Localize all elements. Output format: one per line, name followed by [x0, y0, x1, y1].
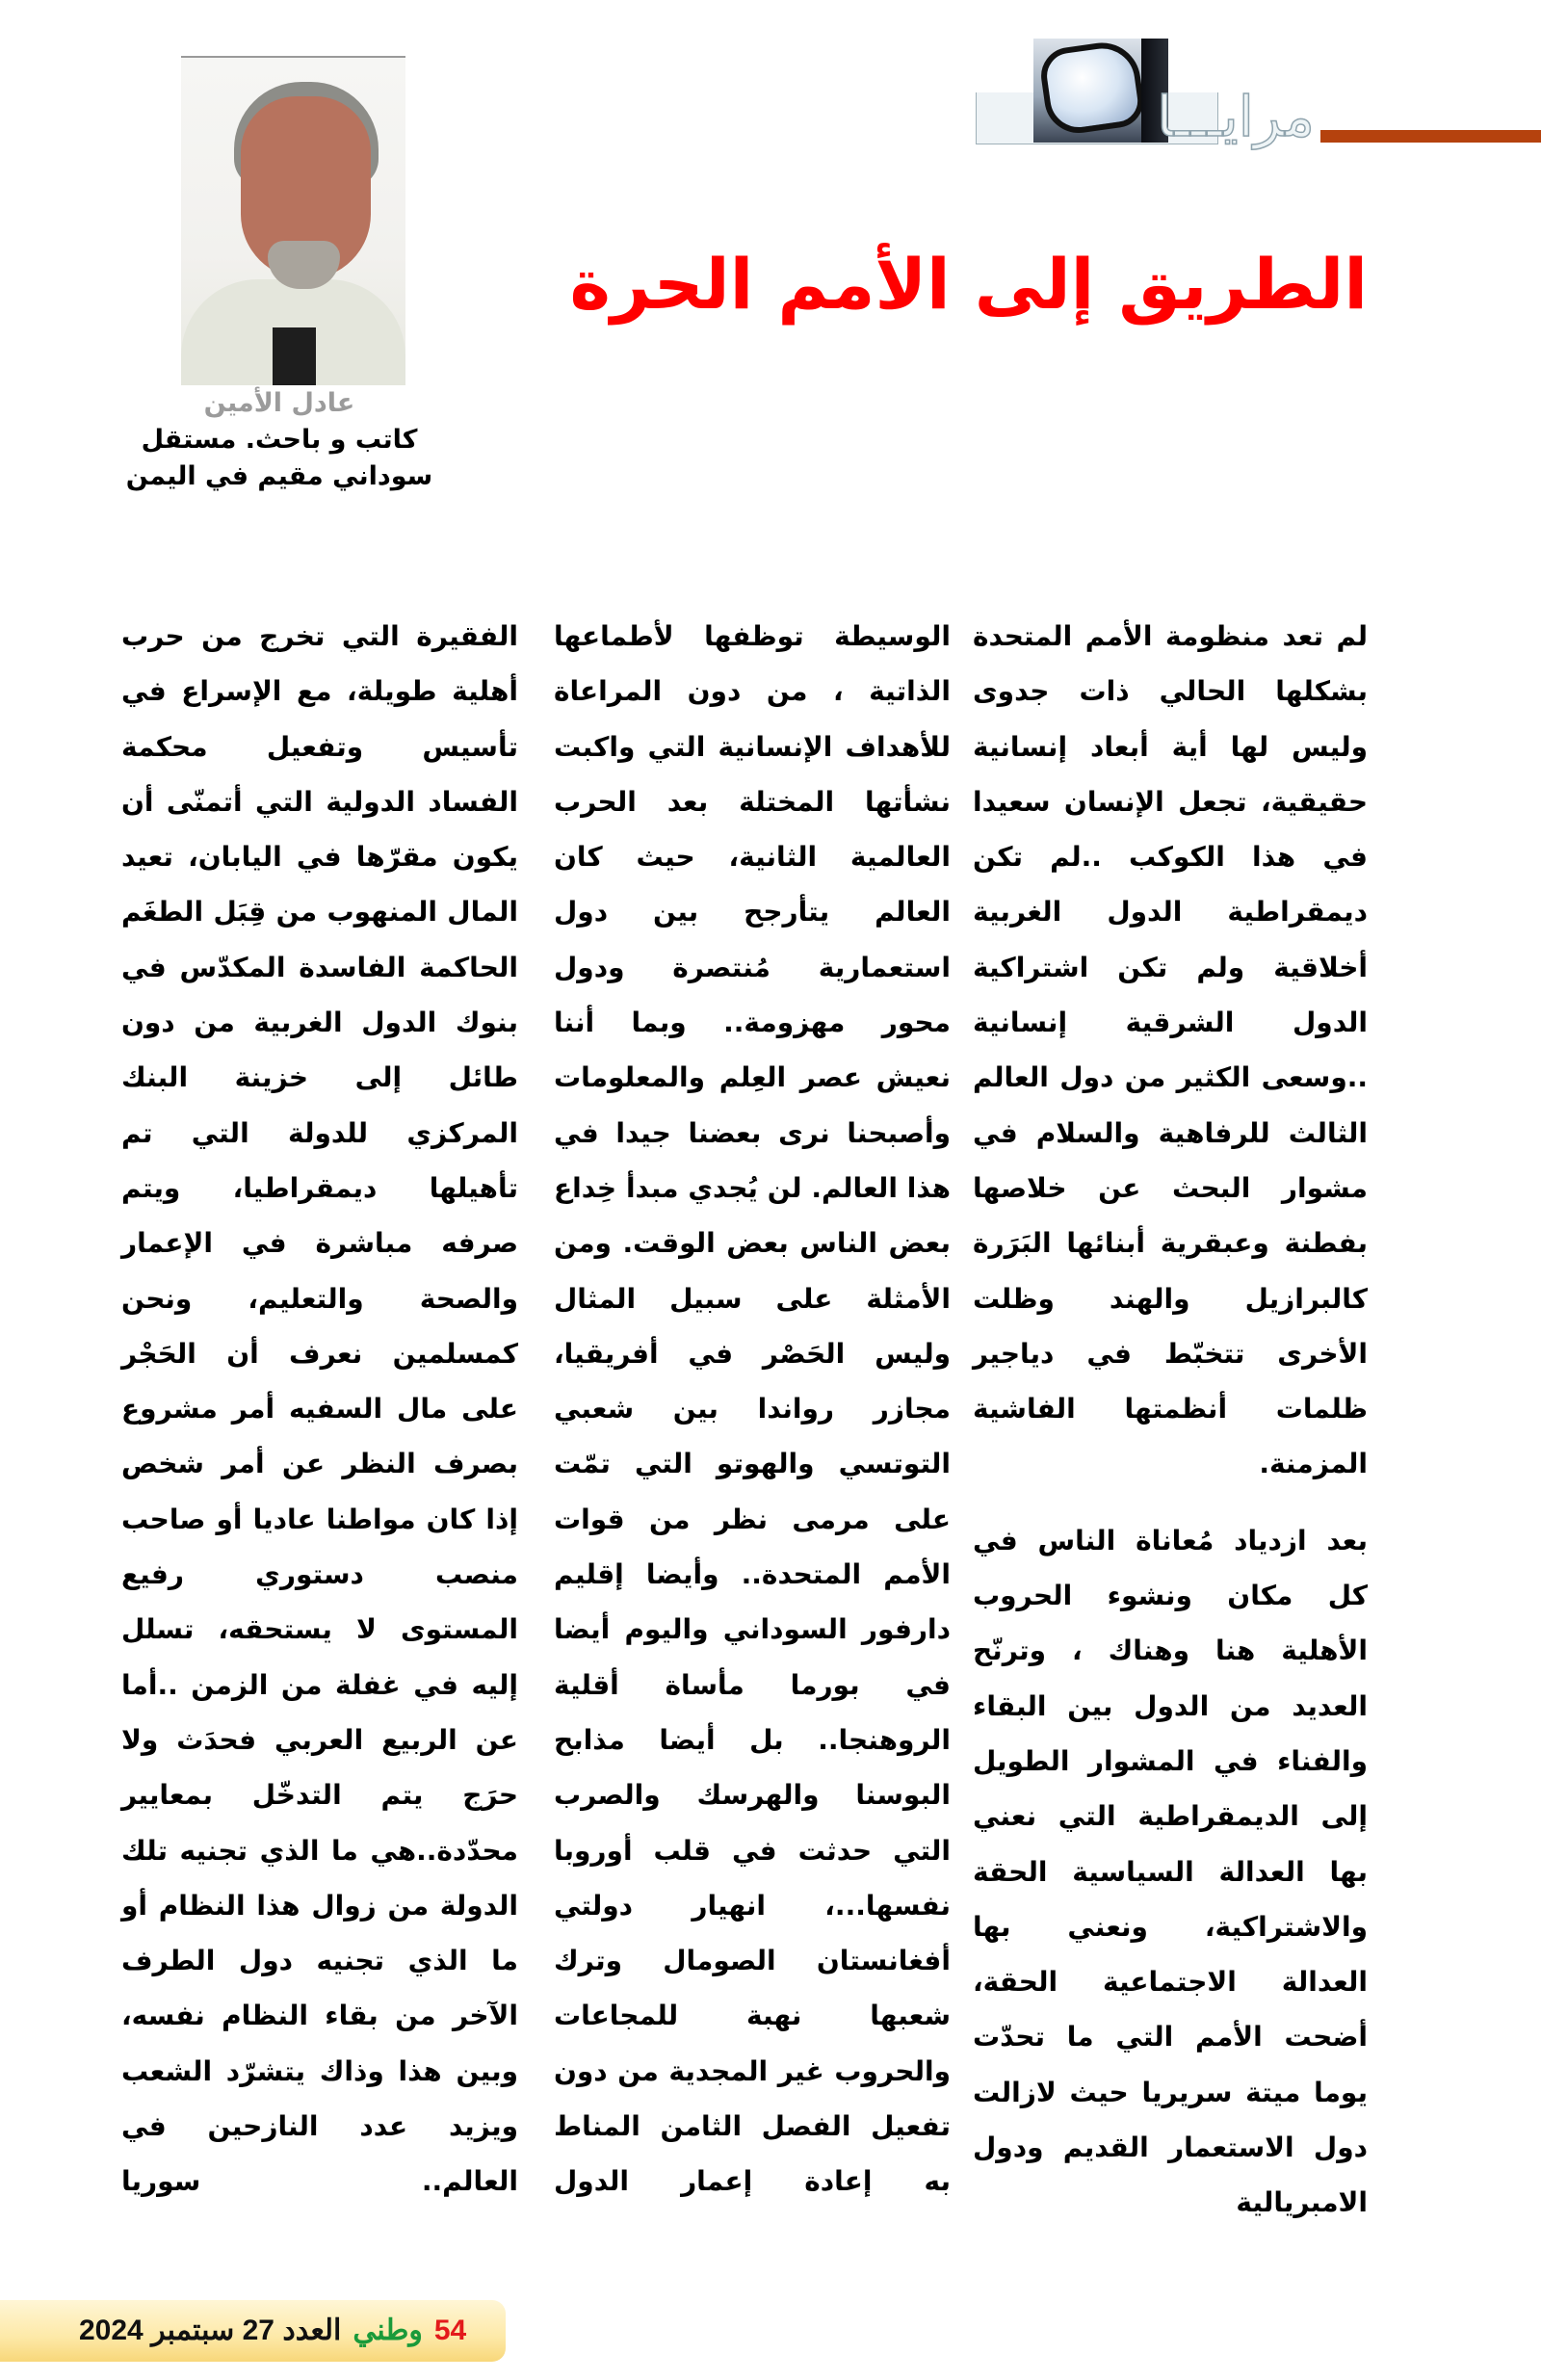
column-left	[121, 609, 518, 2210]
column-middle	[554, 609, 951, 2210]
section-label: مرايـــا	[1157, 84, 1315, 149]
issue-date: العدد 27 سبتمبر 2024	[79, 2315, 342, 2346]
paragraph: الوسيطة توظفها لأطماعها الذاتية ، من دون المراعاة للأهداف الإنسانية التي واكبت نشأتها المختلة بعد الحرب العالمية الثانية، حيث كان العالم يتأرجح بين دول استعمارية مُنتصرة ودول محور مهزومة.. وبما أننا نعيش عصر العِلم والمعلومات وأصبحنا نرى بعضنا جيدا في هذا العالم. لن يُجدي مبدأ خِداع بعض الناس بعض الوقت. ومن الأمثلة على سبيل المثال وليس الحَصْر في أفريقيا، مجازر رواندا بين شعبي التوتسي والهوتو التي تمّت على مرمى نظر من قوات الأمم المتحدة.. وأيضا إقليم دارفور السوداني واليوم أيضا في بورما مأساة أقلية الروهنجا.. بل أيضا مذابح البوسنا والهرسك والصرب التي حدثت في قلب أوروبا نفسها...، انهيار دولتي أفغانستان الصومال وترك شعبها نهبة للمجاعات والحروب غير المجدية من دون تفعيل الفصل الثامن المناط به إعادة إعمار الدول	[554, 620, 951, 2198]
author-name: عادل الأمين	[203, 388, 355, 418]
page-number: 54	[433, 2315, 467, 2346]
author-caption	[116, 385, 443, 495]
column-right	[973, 609, 1368, 2231]
article-title: الطريق إلى الأمم الحرة	[569, 244, 1368, 325]
section-header	[944, 39, 1541, 164]
author-photo	[181, 56, 405, 385]
paragraph: لم تعد منظومة الأمم المتحدة بشكلها الحالي ذات جدوى وليس لها أية أبعاد إنسانية حقيقية، تجعل الإنسان سعيدا في هذا الكوكب ..لم تكن ديمقراطية الدول الغربية أخلاقية ولم تكن اشتراكية الدول الشرقية إنسانية ..وسعى الكثير من دول العالم الثالث للرفاهية والسلام في مشوار البحث عن خلاصها بفطنة وعبقرية أبنائها البَرَرة كالبرازيل والهند وظلت الأخرى تتخبّط في دياجير ظلمات أنظمتها الفاشية المزمنة.	[973, 620, 1368, 1480]
section-rule	[1320, 130, 1541, 143]
footer-info	[79, 2312, 466, 2350]
article-body	[116, 609, 1368, 2265]
photo-collar	[273, 327, 316, 385]
mirror-glass	[1037, 38, 1147, 137]
author-bio-line-2: سوداني مقيم في اليمن	[125, 461, 433, 491]
magazine-name: وطني	[353, 2315, 423, 2346]
paragraph: بعد ازدياد مُعاناة الناس في كل مكان ونشوء الحروب الأهلية هنا وهناك ، وترنّح العديد من الدول بين البقاء والفناء في المشوار الطويل إلى الديمقراطية التي نعني بها العدالة السياسية الحقة والاشتراكية، ونعني بها العدالة الاجتماعية الحقة، أضحت الأمم التي ما تحدّت يوما ميتة سريريا حيث لازالت دول الاستعمار القديم ودول الامبريالية	[973, 1524, 1368, 2219]
author-bio-line-1: كاتب و باحث. مستقل	[141, 425, 418, 455]
paragraph: الفقيرة التي تخرج من حرب أهلية طويلة، مع الإسراع في تأسيس وتفعيل محكمة الفساد الدولية التي أتمنّى أن يكون مقرّها في اليابان، تعيد المال المنهوب من قِبَل الطغَم الحاكمة الفاسدة المكدّس في بنوك الدول الغربية من دون طائل إلى خزينة البنك المركزي للدولة التي تم تأهيلها ديمقراطيا، ويتم صرفه مباشرة في الإعمار والصحة والتعليم، ونحن كمسلمين نعرف أن الحَجْر على مال السفيه أمر مشروع بصرف النظر عن أمر شخص إذا كان مواطنا عاديا أو صاحب منصب دستوري رفيع المستوى لا يستحقه، تسلل إليه في غفلة من الزمن ..أما عن الربيع العربي فحدَث ولا حرَج يتم التدخّل بمعايير محدّدة..هي ما الذي تجنيه تلك الدولة من زوال هذا النظام أو ما الذي تجنيه دول الطرف الآخر من بقاء النظام نفسه، وبين هذا وذاك يتشرّد الشعب ويزيد عدد النازحين في العالم.. سوريا	[121, 620, 518, 2198]
